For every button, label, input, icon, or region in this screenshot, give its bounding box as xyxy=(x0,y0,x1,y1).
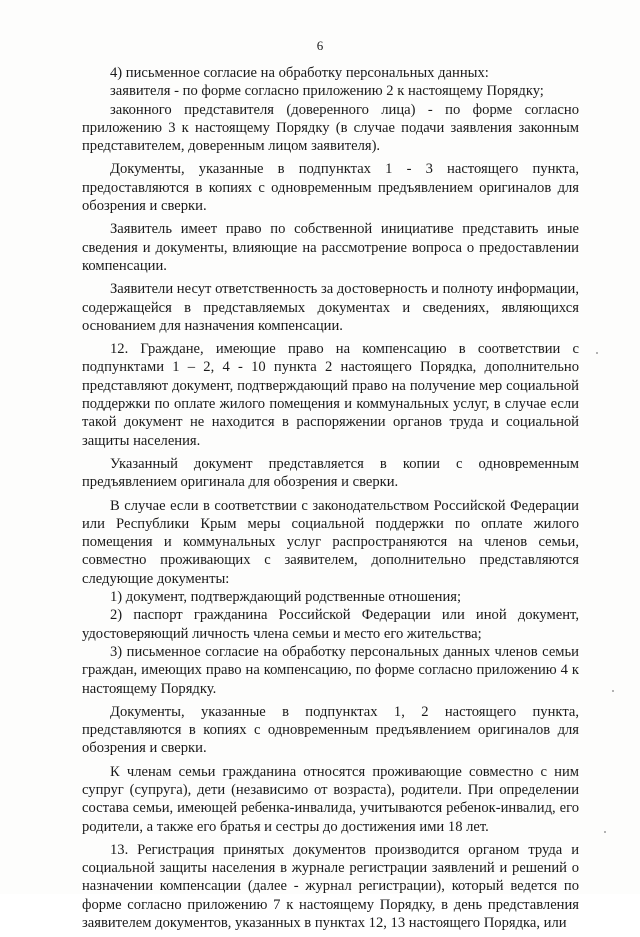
scan-speck xyxy=(596,352,598,354)
list-item-passport: 2) паспорт гражданина Российской Федерации или иной документ, удостоверяющий личность члена семьи и место его жительства; xyxy=(82,607,579,642)
scan-speck xyxy=(612,690,614,692)
paragraph-legal-representative-form: законного представителя (доверенного лица) - по форме согласно приложению 3 к настоящему Порядку (в случае подачи заявления законным представителем, доверенным лицом заявителя). xyxy=(82,101,579,155)
document-body xyxy=(82,64,579,937)
paragraph-item-13: 13. Регистрация принятых документов производится органом труда и социальной защиты населения в журнале регистрации заявлений и решений о назначении компенсации (далее - журнал регистрации), который ведется по форме согласно приложению 7 к настоящему Порядку, в день представления заявителем документов, указанных в пунктах 12, 13 настоящего Порядка, или xyxy=(82,841,579,932)
page-number: 6 xyxy=(316,38,324,53)
paragraph-family-definition: К членам семьи гражданина относятся проживающие совместно с ним супруг (супруга), дети (независимо от возраста), родители. При определении состава семьи, имеющей ребенка-инвалида, учитываются ребенок-инвалид, его родители, а также его братья и сестры до достижения ими 18 лет. xyxy=(82,763,579,835)
paragraph-document-copy: Указанный документ представляется в копии с одновременным предъявлением оригинала для обозрения и сверки. xyxy=(82,455,579,491)
paragraph-copies-subpoints-1-3: Документы, указанные в подпунктах 1 - 3 настоящего пункта, предоставляются в копиях с одновременным предъявлением оригиналов для обозрения и сверки. xyxy=(82,161,579,215)
paragraph-item-12: 12. Граждане, имеющие право на компенсацию в соответствии с подпунктами 1 – 2, 4 - 10 пункта 2 настоящего Порядка, дополнительно представляют документ, подтверждающий право на получение мер социальной поддержки по оплате жилого помещения и коммунальных услуг, в случае если такой документ не находится в распоряжении органов труда и социальной защиты населения. xyxy=(82,341,579,449)
paragraph-responsibility: Заявители несут ответственность за достоверность и полноту информации, содержащейся в представляемых документах и сведениях, являющихся основанием для назначения компенсации. xyxy=(82,281,579,334)
scan-speck xyxy=(604,831,606,833)
paragraph-own-initiative: Заявитель имеет право по собственной инициативе представить иные сведения и документы, влияющие на рассмотрение вопроса о предоставлении компенсации. xyxy=(82,221,579,274)
paragraph-copies-subpoints-1-2: Документы, указанные в подпунктах 1, 2 настоящего пункта, представляются в копиях с одновременным предъявлением оригиналов для обозрения и сверки. xyxy=(82,703,579,757)
paragraph-consent-heading: 4) письменное согласие на обработку персональных данных: xyxy=(110,65,489,81)
paragraph-applicant-form: заявителя - по форме согласно приложению 2 к настоящему Порядку; xyxy=(110,83,544,100)
list-item-family-consent: 3) письменное согласие на обработку персональных данных членов семьи граждан, имеющих право на компенсацию, по форме согласно приложению 4 к настоящему Порядку. xyxy=(82,643,579,697)
list-item-kinship-document: 1) документ, подтверждающий родственные отношения; xyxy=(110,589,462,606)
paragraph-family-members-case: В случае если в соответствии с законодательством Российской Федерации или Республики Крым меры социальной поддержки по оплате жилого помещения и коммунальных услуг распространяются на членов семьи, совместно проживающих с заявителем, дополнительно представляются следующие документы: xyxy=(82,497,579,587)
